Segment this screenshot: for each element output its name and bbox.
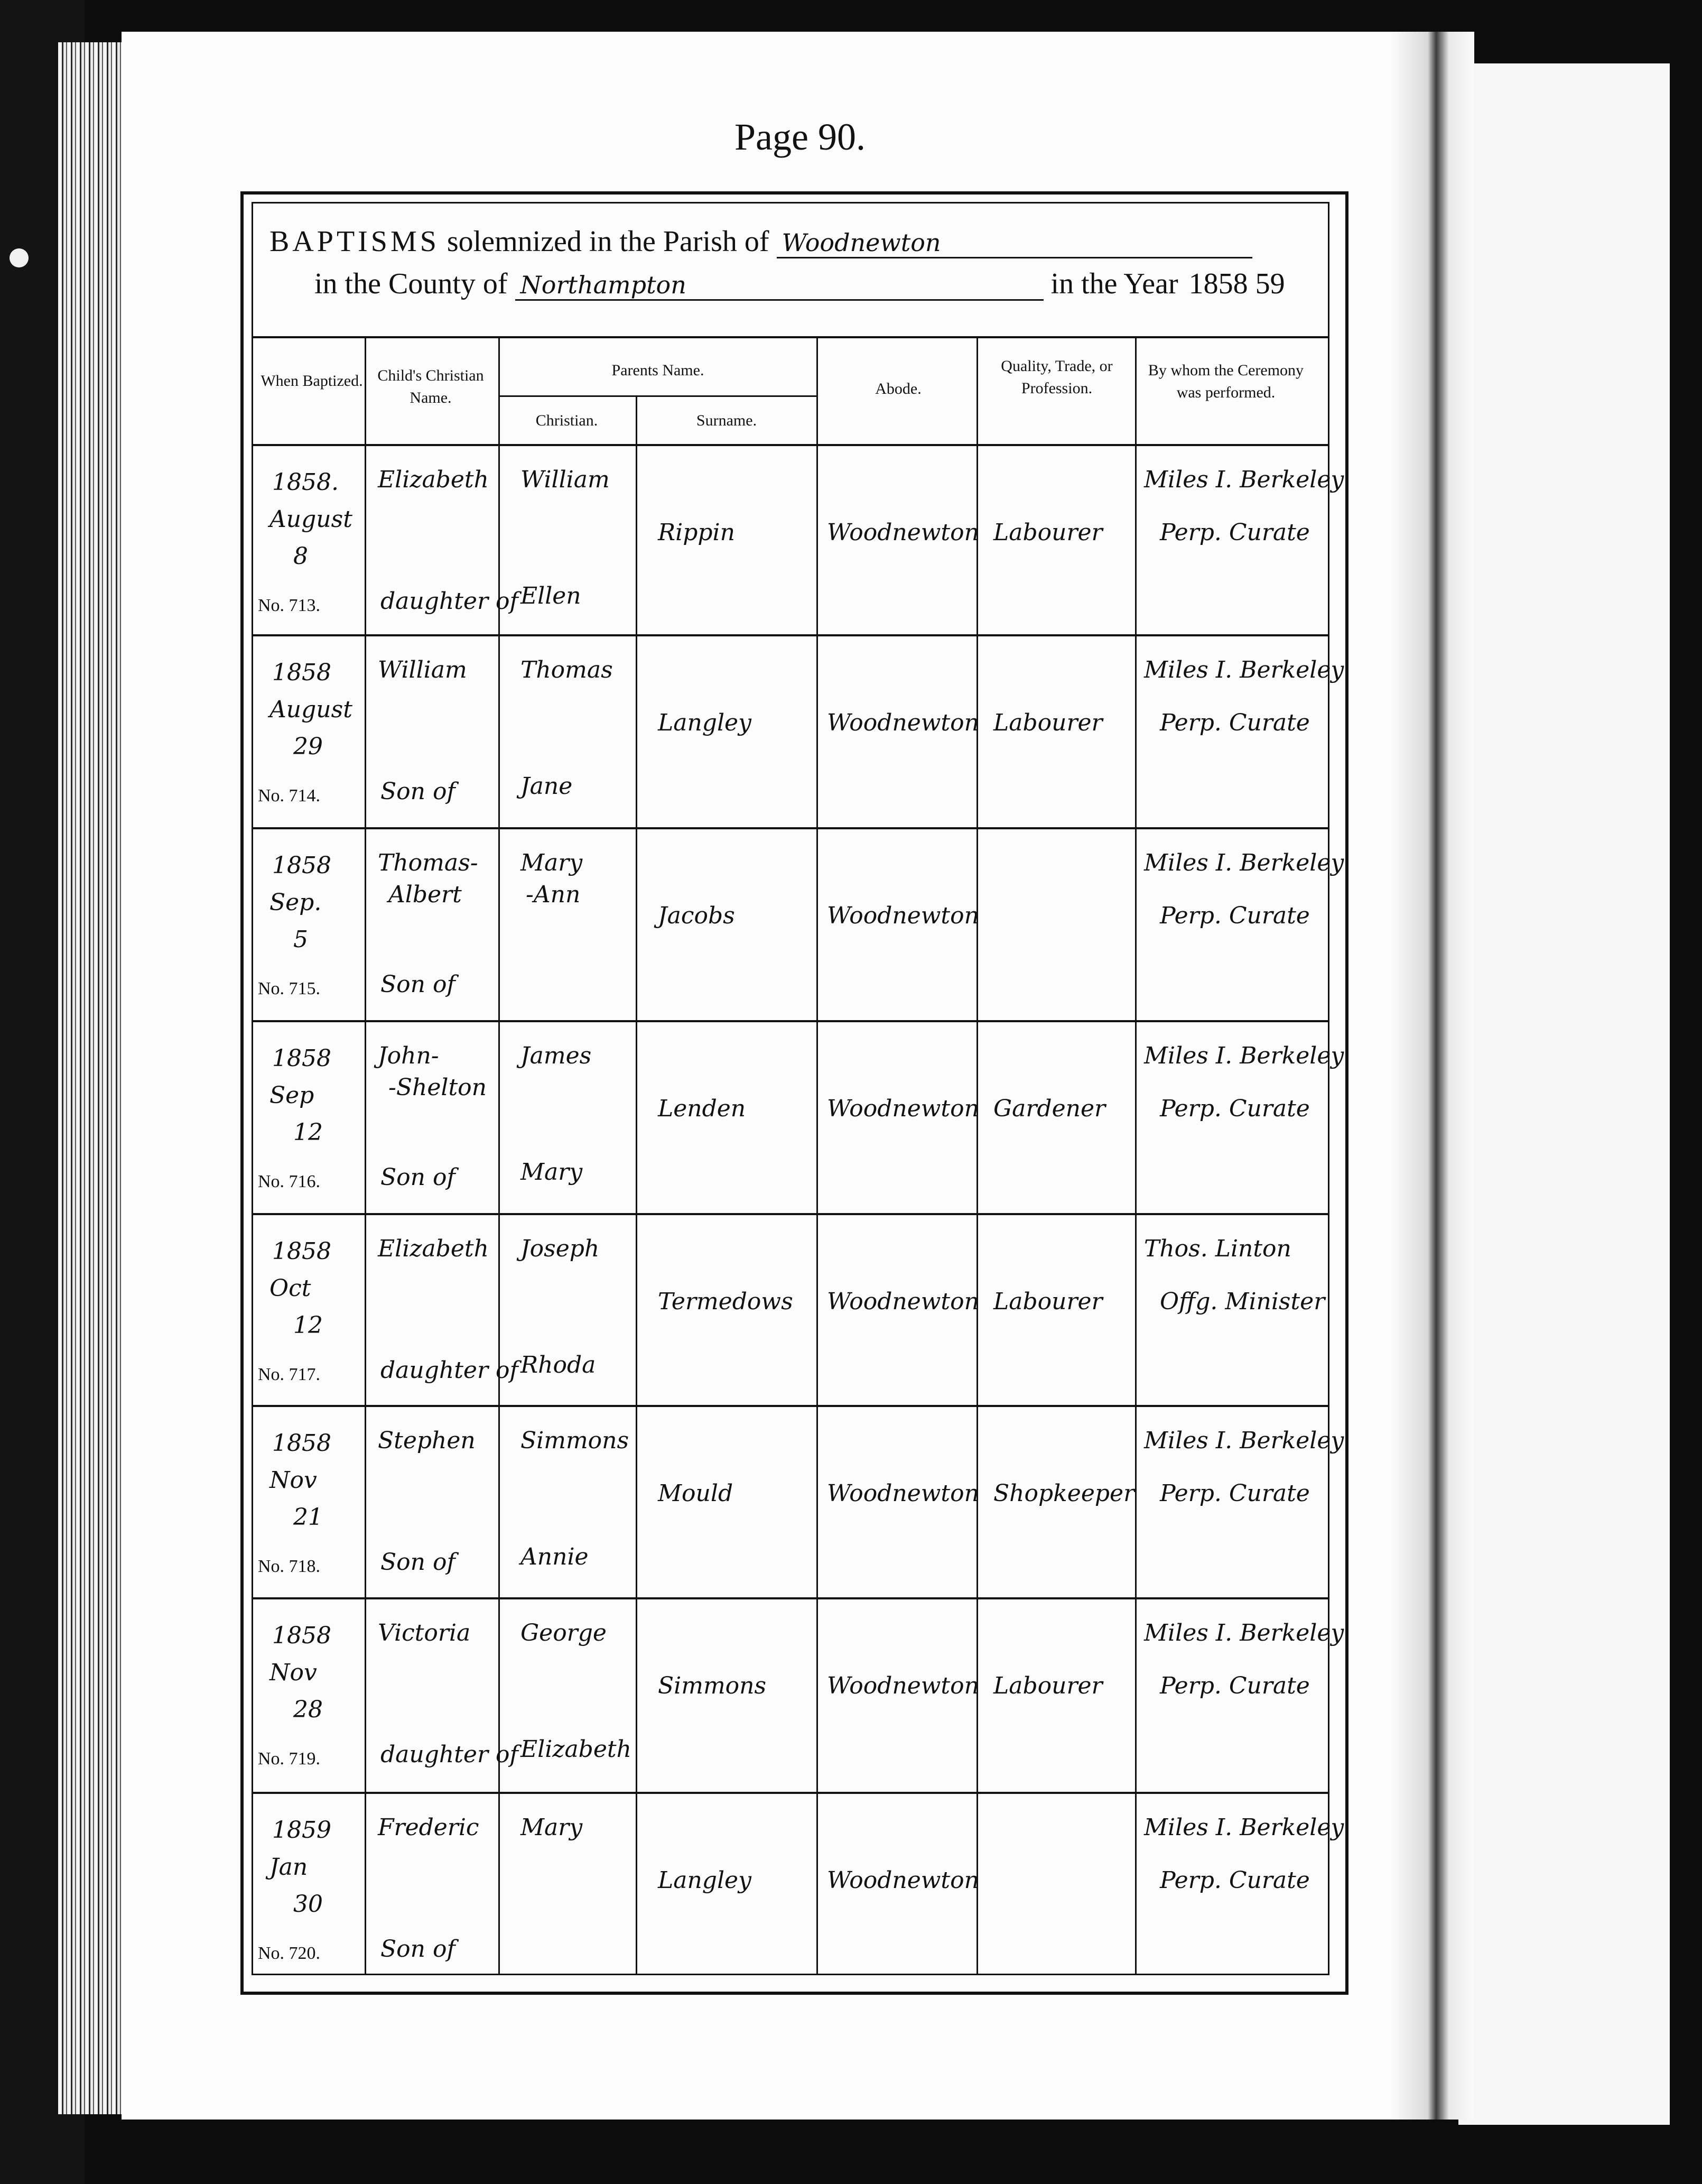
entry-quality: Shopkeeper xyxy=(993,1480,1135,1507)
entry-month: Nov xyxy=(269,1467,317,1494)
entry-officiant: Miles I. Berkeley xyxy=(1144,1814,1344,1841)
entry-officiant: Thos. Linton xyxy=(1144,1235,1291,1262)
entry-office: Perp. Curate xyxy=(1160,902,1310,929)
parish-text: solemnized in the Parish of xyxy=(447,225,769,258)
entry-year: 1858 xyxy=(272,1622,331,1649)
entry-year: 1858 xyxy=(272,659,331,686)
entry-surname: Termedows xyxy=(658,1288,793,1315)
entry-office: Perp. Curate xyxy=(1160,1480,1310,1507)
county-name: Northampton xyxy=(515,271,1044,301)
entry-day: 29 xyxy=(293,733,323,760)
entry-surname: Rippin xyxy=(658,519,735,546)
header-bottom-rule xyxy=(252,444,1329,446)
entry-officiant: Miles I. Berkeley xyxy=(1144,1620,1344,1646)
entry-surname: Langley xyxy=(658,709,751,736)
entry-number: No. 714. xyxy=(258,786,321,806)
row-rule-1 xyxy=(252,634,1329,636)
entry-number: No. 720. xyxy=(258,1944,321,1963)
entry-officiant: Miles I. Berkeley xyxy=(1144,656,1344,683)
entry-parent-christian: Joseph xyxy=(520,1235,600,1262)
entry-parent-christian: George xyxy=(520,1620,607,1646)
entry-relation: Son of xyxy=(380,1164,455,1191)
book-gutter xyxy=(1390,32,1474,2120)
header-top-rule xyxy=(252,336,1329,338)
row-rule-7 xyxy=(252,1792,1329,1794)
entry-day: 12 xyxy=(293,1119,323,1146)
col-when-baptized: When Baptized. xyxy=(261,372,363,390)
entry-quality: Gardener xyxy=(993,1095,1106,1122)
entry-parent-christian: Simmons xyxy=(520,1427,629,1454)
entry-office: Perp. Curate xyxy=(1160,1867,1310,1894)
entry-relation: daughter of xyxy=(380,1741,518,1768)
entry-office: Offg. Minister xyxy=(1160,1288,1325,1315)
col-surname: Surname. xyxy=(696,412,757,429)
entry-year: 1858 xyxy=(272,1430,331,1457)
rule-after-quality xyxy=(1135,338,1137,1975)
entry-office: Perp. Curate xyxy=(1160,519,1310,546)
entry-relation: Son of xyxy=(380,1936,455,1963)
entry-day: 8 xyxy=(293,543,308,570)
entry-abode: Woodnewton xyxy=(827,1672,979,1699)
entry-number: No. 713. xyxy=(258,596,321,615)
entry-day: 30 xyxy=(293,1891,323,1918)
rule-after-abode xyxy=(976,338,978,1975)
entry-office: Perp. Curate xyxy=(1160,709,1310,736)
entry-year: 1858 xyxy=(272,852,331,879)
entry-quality: Labourer xyxy=(993,1288,1103,1315)
rule-after-surname xyxy=(816,338,818,1975)
entry-child-name: Elizabeth xyxy=(378,466,489,493)
entry-officiant: Miles I. Berkeley xyxy=(1144,849,1344,876)
parents-sub-rule xyxy=(499,395,816,397)
page-number: Page 90. xyxy=(734,116,866,158)
entry-office: Perp. Curate xyxy=(1160,1095,1310,1122)
entry-child-name: Victoria xyxy=(378,1620,471,1646)
row-rule-4 xyxy=(252,1213,1329,1215)
entry-surname: Simmons xyxy=(658,1672,767,1699)
parish-name: Woodnewton xyxy=(777,228,1252,258)
row-rule-6 xyxy=(252,1597,1329,1599)
entry-number: No. 716. xyxy=(258,1172,321,1191)
entry-parent-christian-2: Mary xyxy=(520,1159,583,1186)
header-line-parish xyxy=(269,225,1252,258)
county-text: in the County of xyxy=(314,267,508,300)
entry-number: No. 715. xyxy=(258,979,321,998)
entry-number: No. 718. xyxy=(258,1557,321,1576)
entry-month: Oct xyxy=(269,1275,311,1302)
entry-parent-christian-2: Annie xyxy=(520,1543,589,1570)
entry-officiant: Miles I. Berkeley xyxy=(1144,466,1344,493)
entry-relation: daughter of xyxy=(380,1357,518,1384)
entry-child-name: John- xyxy=(378,1042,439,1069)
entry-officiant: Miles I. Berkeley xyxy=(1144,1427,1344,1454)
entry-year: 1858 xyxy=(272,1238,331,1265)
register-year: 1858 59 xyxy=(1188,267,1285,300)
row-rule-2 xyxy=(252,827,1329,829)
baptisms-label: BAPTISMS xyxy=(269,225,440,258)
entry-quality: Labourer xyxy=(993,709,1103,736)
row-rule-5 xyxy=(252,1405,1329,1407)
entry-abode: Woodnewton xyxy=(827,1480,979,1507)
col-christian: Christian. xyxy=(535,412,598,429)
entry-relation: Son of xyxy=(380,1549,455,1576)
entry-quality: Labourer xyxy=(993,1672,1103,1699)
entry-child-name: Elizabeth xyxy=(378,1235,489,1262)
rule-after-christian xyxy=(636,396,637,1975)
entry-abode: Woodnewton xyxy=(827,1288,979,1315)
entry-child-name-cont: Albert xyxy=(388,881,462,908)
entry-surname: Jacobs xyxy=(658,902,735,929)
entry-number: No. 717. xyxy=(258,1365,321,1384)
entry-relation: Son of xyxy=(380,971,455,998)
entry-month: Jan xyxy=(269,1854,308,1881)
binding-hole xyxy=(10,248,29,267)
entry-surname: Mould xyxy=(658,1480,733,1507)
rule-after-when xyxy=(365,338,366,1975)
entry-relation: daughter of xyxy=(380,588,518,615)
entry-parent-christian-2: Ellen xyxy=(520,582,581,609)
entry-child-name: William xyxy=(378,656,467,683)
entry-month: August xyxy=(269,506,352,533)
entry-parent-christian: William xyxy=(520,466,610,493)
entry-month: Sep. xyxy=(269,889,322,916)
entry-month: August xyxy=(269,696,352,723)
entry-day: 21 xyxy=(293,1504,323,1531)
rule-after-child xyxy=(498,338,500,1975)
entry-parent-christian-2: Jane xyxy=(520,773,573,800)
entry-surname: Langley xyxy=(658,1867,751,1894)
entry-parent-christian: James xyxy=(520,1042,592,1069)
entry-month: Nov xyxy=(269,1659,317,1686)
col-child-name: Child's Christian Name. xyxy=(377,367,484,406)
entry-child-name: Thomas- xyxy=(378,849,478,876)
entry-day: 12 xyxy=(293,1312,323,1339)
col-by-whom: By whom the Ceremony was performed. xyxy=(1148,362,1304,401)
entry-parent-christian-cont: -Ann xyxy=(526,881,581,908)
entry-abode: Woodnewton xyxy=(827,519,979,546)
entry-day: 5 xyxy=(293,926,308,953)
entry-abode: Woodnewton xyxy=(827,902,979,929)
entry-surname: Lenden xyxy=(658,1095,746,1122)
year-text: in the Year xyxy=(1050,267,1178,300)
col-parents-name: Parents Name. xyxy=(611,362,704,379)
entry-officiant: Miles I. Berkeley xyxy=(1144,1042,1344,1069)
entry-abode: Woodnewton xyxy=(827,1095,979,1122)
entry-parent-christian: Thomas xyxy=(520,656,613,683)
entry-child-name: Frederic xyxy=(378,1814,479,1841)
entry-number: No. 719. xyxy=(258,1749,321,1769)
entry-child-name: Stephen xyxy=(378,1427,476,1454)
entry-parent-christian-2: Rhoda xyxy=(520,1352,596,1378)
col-quality: Quality, Trade, or Profession. xyxy=(1001,357,1113,397)
entry-month: Sep xyxy=(269,1082,314,1109)
col-abode: Abode. xyxy=(875,380,922,397)
entry-relation: Son of xyxy=(380,778,455,805)
entry-abode: Woodnewton xyxy=(827,1867,979,1894)
entry-day: 28 xyxy=(293,1696,323,1723)
entry-parent-christian-2: Elizabeth xyxy=(520,1736,631,1763)
entry-year: 1858 xyxy=(272,1045,331,1072)
entry-child-name-cont: -Shelton xyxy=(388,1074,487,1101)
row-rule-3 xyxy=(252,1020,1329,1022)
entry-parent-christian: Mary xyxy=(520,849,583,876)
entry-quality: Labourer xyxy=(993,519,1103,546)
header-line-county xyxy=(314,267,1288,301)
entry-parent-christian: Mary xyxy=(520,1814,583,1841)
entry-year: 1859 xyxy=(272,1817,331,1844)
entry-year: 1858. xyxy=(272,469,339,496)
entry-office: Perp. Curate xyxy=(1160,1672,1310,1699)
entry-abode: Woodnewton xyxy=(827,709,979,736)
facing-page xyxy=(1458,63,1670,2125)
